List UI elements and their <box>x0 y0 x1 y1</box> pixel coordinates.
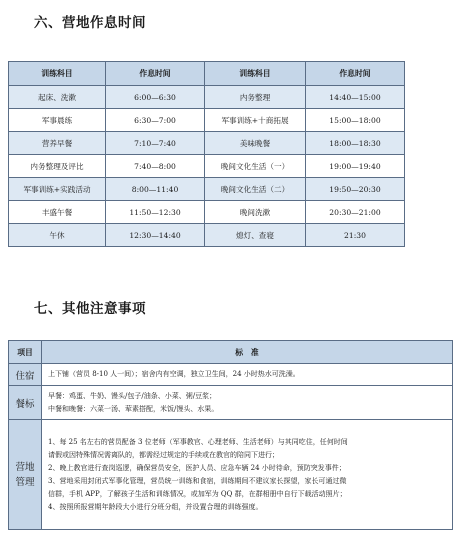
table-row <box>9 178 405 201</box>
table-cell: 熄灯、查寝 <box>205 224 306 247</box>
schedule-header-subject: 训练科目 <box>205 62 306 86</box>
notes-management-line: 3、营地采用封闭式军事化管理，营员统一训练和食宿，训练期间不建议家长探望，家长可通过微 <box>48 476 347 485</box>
notes-header-standard: 标 准 <box>42 341 453 364</box>
table-cell: 14:40—15:00 <box>305 86 404 109</box>
table-cell: 6:00—6:30 <box>106 86 205 109</box>
table-cell: 18:00—18:30 <box>305 132 404 155</box>
table-cell: 晚间文化生活（一） <box>205 155 306 178</box>
table-cell: 内务整理 <box>205 86 306 109</box>
table-cell: 丰盛午餐 <box>9 201 106 224</box>
schedule-header-subject: 训练科目 <box>9 62 106 86</box>
table-cell: 军事训练+实践活动 <box>9 178 106 201</box>
table-cell: 营养早餐 <box>9 132 106 155</box>
notes-text-accommodation-cell <box>42 364 453 386</box>
notes-row-management <box>9 420 453 530</box>
notes-management-line: 4、按照所报营期年龄段大小进行分班分组，并设置合理的训练强度。 <box>48 502 263 511</box>
notes-table <box>8 340 453 530</box>
notes-meals-line: 早餐：鸡蛋、牛奶、馒头/包子/油条、小菜、粥/豆浆； <box>48 391 217 400</box>
notes-text-management-cell <box>42 420 453 530</box>
table-row <box>9 132 405 155</box>
notes-management-line: 请假或因特殊情况需离队的，都需经过规定的手续或在教官的陪同下进行； <box>48 450 279 459</box>
notes-label-management <box>9 420 42 530</box>
table-row <box>9 155 405 178</box>
table-cell: 8:00—11:40 <box>106 178 205 201</box>
notes-management-line: 2、晚上教官进行查岗巡逻，确保营员安全，医护人员、应急车辆 24 小时待命，预防突发事件； <box>48 463 346 472</box>
table-cell: 19:00—19:40 <box>305 155 404 178</box>
table-cell: 7:10—7:40 <box>106 132 205 155</box>
schedule-header-row <box>9 62 405 86</box>
table-cell: 美味晚餐 <box>205 132 306 155</box>
table-cell: 军事晨练 <box>9 109 106 132</box>
section-title-notes: 七、其他注意事项 <box>34 301 146 317</box>
table-cell: 6:30—7:00 <box>106 109 205 132</box>
table-cell: 晚间文化生活（二） <box>205 178 306 201</box>
table-cell: 军事训练+十商拓展 <box>205 109 306 132</box>
notes-row-accommodation <box>9 364 453 386</box>
schedule-header-time: 作息时间 <box>305 62 404 86</box>
table-row <box>9 224 405 247</box>
table-row <box>9 109 405 132</box>
table-cell: 20:30—21:00 <box>305 201 404 224</box>
table-row <box>9 201 405 224</box>
notes-header-row <box>9 341 453 364</box>
notes-label-management-line: 管理 <box>15 476 35 488</box>
table-cell: 21:30 <box>305 224 404 247</box>
notes-text-accommodation: 上下铺（营员 8-10 人一间）；宿舍内有空调，独立卫生间，24 小时热水可洗澡。 <box>48 370 300 378</box>
section-title-schedule: 六、营地作息时间 <box>34 15 146 31</box>
notes-row-meals <box>9 386 453 420</box>
notes-label-management-line: 营地 <box>15 461 35 473</box>
table-row <box>9 86 405 109</box>
table-cell: 11:50—12:30 <box>106 201 205 224</box>
table-cell: 午休 <box>9 224 106 247</box>
table-cell: 7:40—8:00 <box>106 155 205 178</box>
schedule-table <box>8 61 405 247</box>
notes-management-line: 1、每 25 名左右的营员配备 3 位老师（军事教官、心理老师、生活老师）与其同吃住，任何时间 <box>48 437 348 446</box>
table-cell: 12:30—14:40 <box>106 224 205 247</box>
table-cell: 内务整理及评比 <box>9 155 106 178</box>
notes-management-line: 信群，手机 APP，了解孩子生活和训练情况，或加军为 QQ 群，在群相册中自行下载活动照片； <box>48 489 347 498</box>
notes-header-item: 项目 <box>9 341 42 364</box>
table-cell: 19:50—20:30 <box>305 178 404 201</box>
notes-meals-line: 中餐和晚餐：六菜一汤、荤素搭配，米饭/馒头、水果。 <box>48 404 219 413</box>
notes-label-meals: 餐标 <box>9 386 42 420</box>
notes-text-meals-cell <box>42 386 453 420</box>
schedule-header-time: 作息时间 <box>106 62 205 86</box>
table-cell: 15:00—18:00 <box>305 109 404 132</box>
table-cell: 起床、洗漱 <box>9 86 106 109</box>
table-cell: 晚间洗漱 <box>205 201 306 224</box>
notes-label-accommodation: 住宿 <box>9 364 42 386</box>
